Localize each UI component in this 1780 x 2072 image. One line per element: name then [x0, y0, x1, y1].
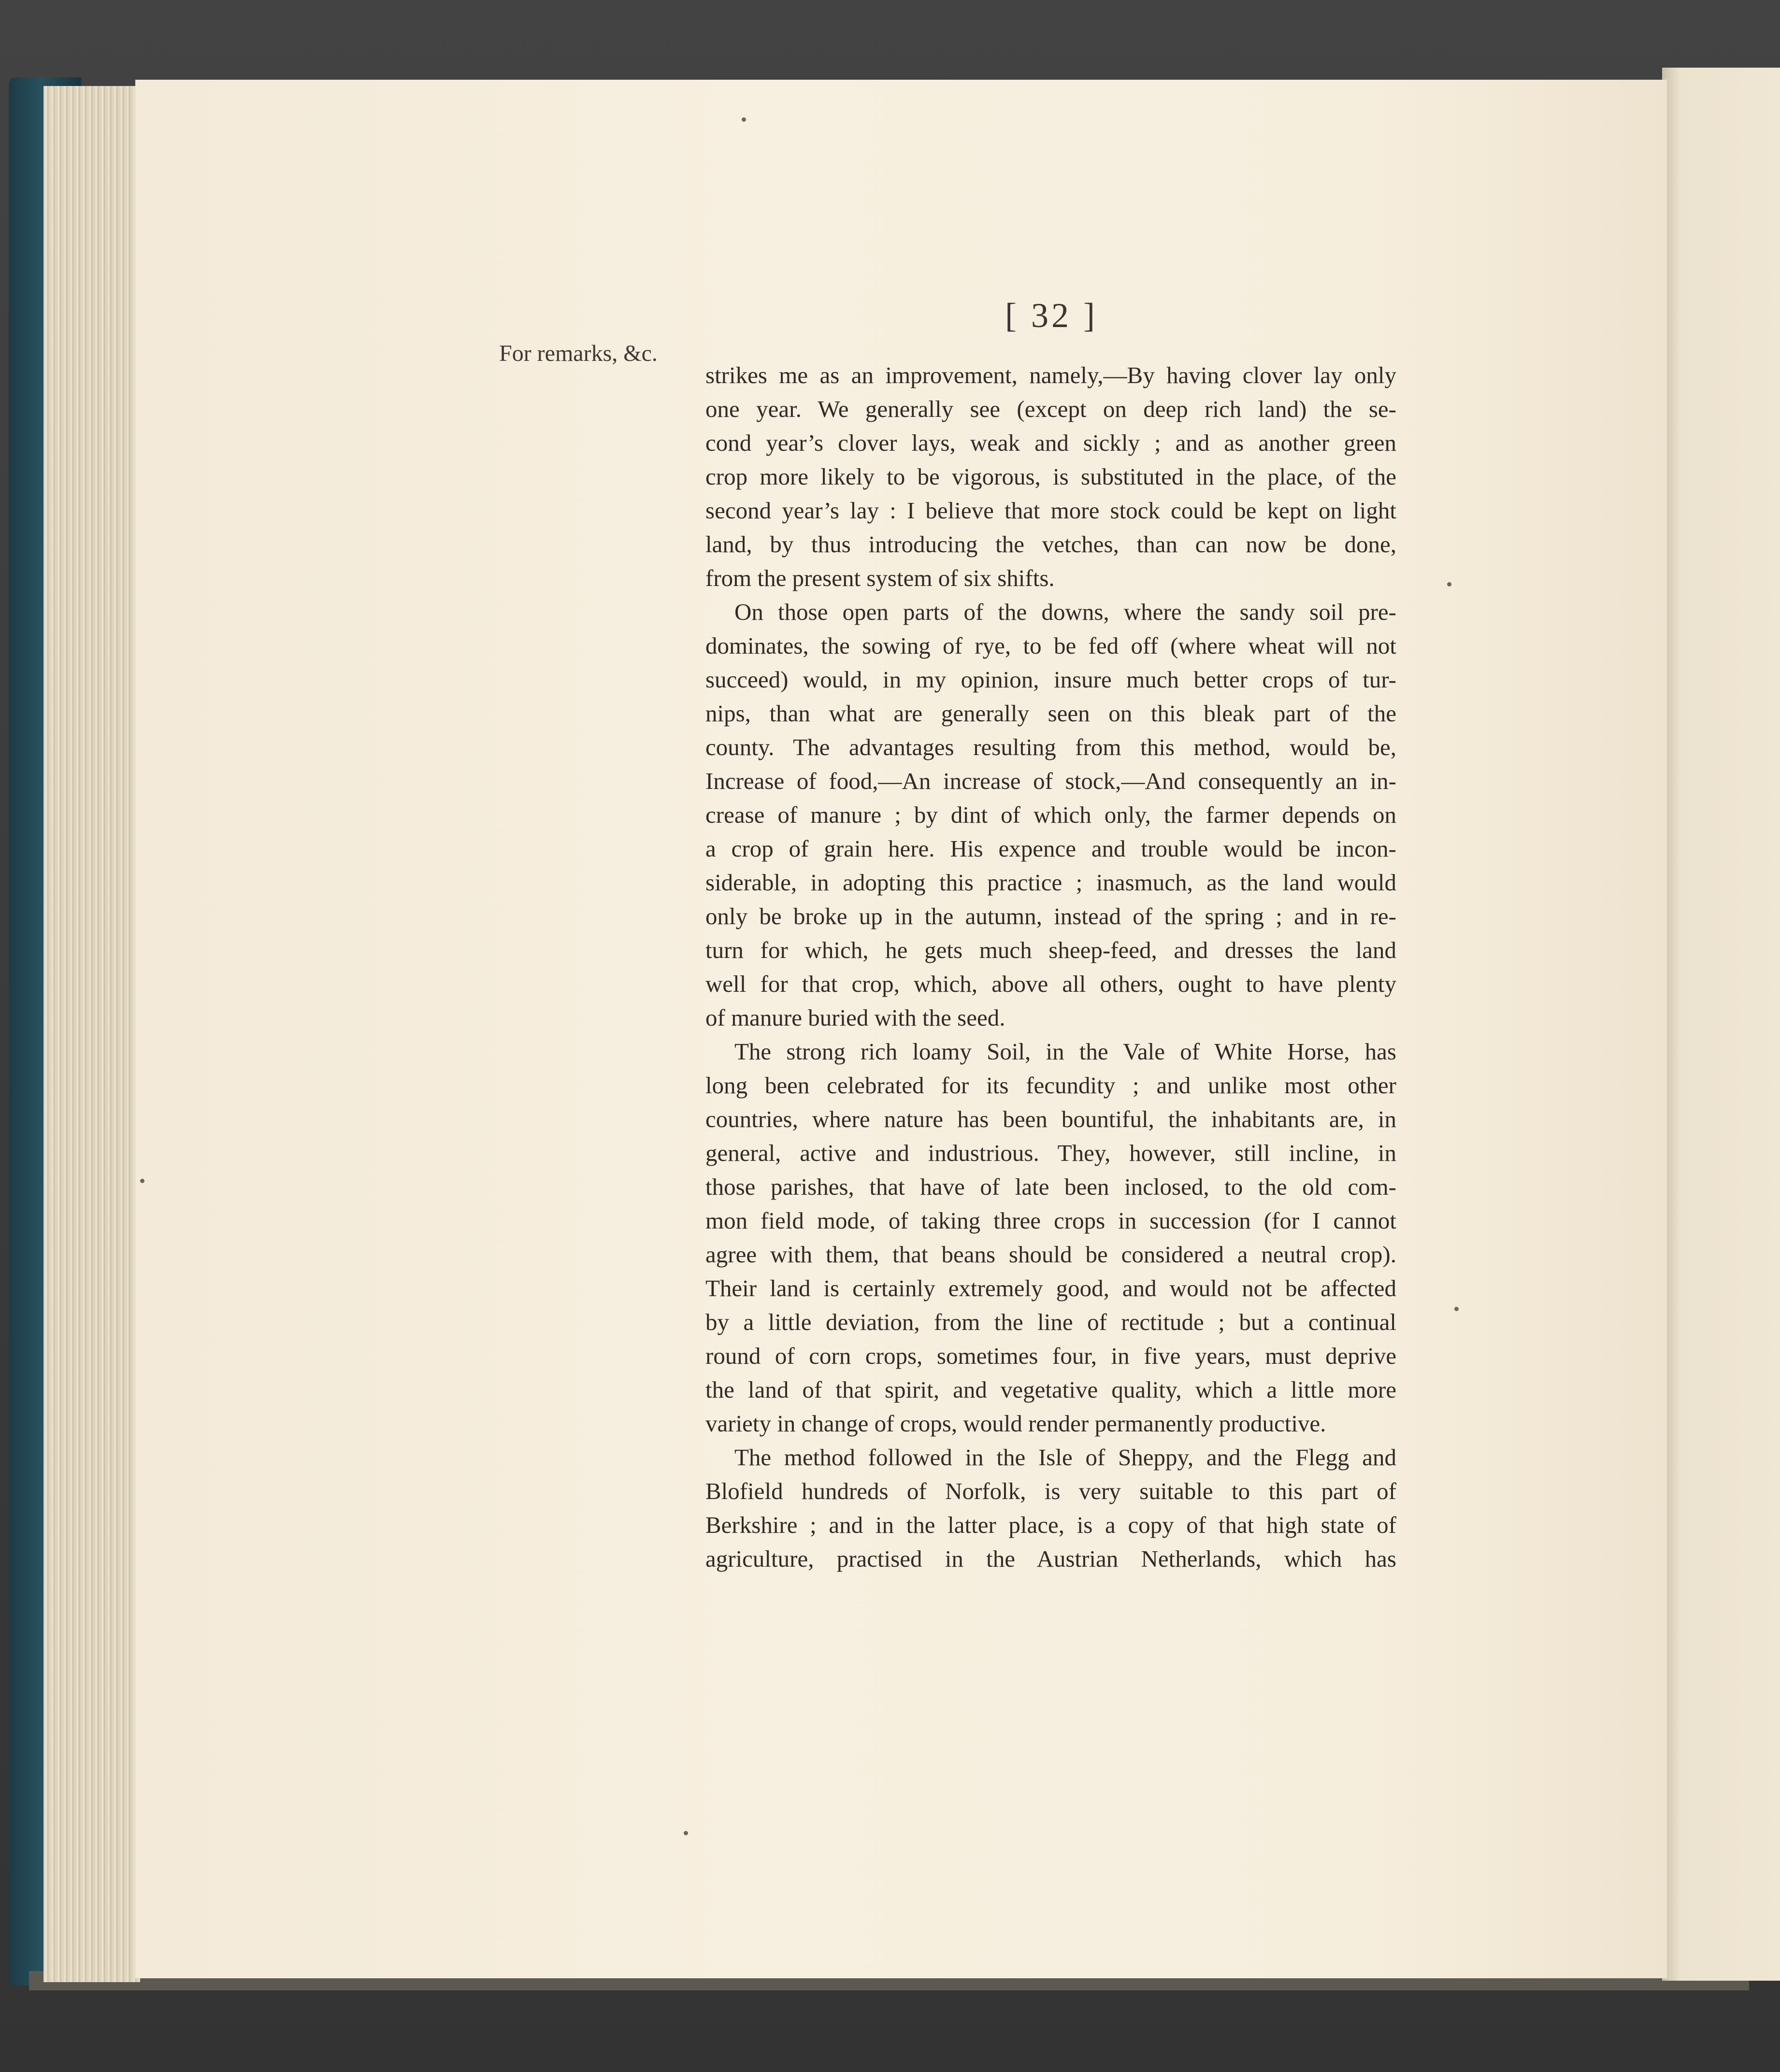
text-line: those parishes, that have of late been inclosed, to the old com- [705, 1173, 1396, 1200]
text-line: siderable, in adopting this practice ; inasmuch, as the land would [705, 869, 1396, 896]
paper-speck [140, 1179, 144, 1183]
text-line: The method followed in the Isle of Sheppy, and the Flegg and [734, 1444, 1396, 1471]
text-line: cond year’s clover lays, weak and sickly ; and as another green [705, 429, 1396, 456]
text-line: succeed) would, in my opinion, insure much better crops of tur- [705, 666, 1396, 693]
text-line: land, by thus introducing the vetches, than can now be done, [705, 531, 1396, 557]
text-line: from the present system of six shifts. [705, 565, 1055, 591]
text-line: Berkshire ; and in the latter place, is a copy of that high state of [705, 1512, 1396, 1538]
page-number: [ 32 ] [1005, 296, 1098, 335]
text-line: nips, than what are generally seen on this bleak part of the [705, 700, 1396, 727]
page-edges-stack [43, 86, 140, 1982]
text-line: agriculture, practised in the Austrian Netherlands, which has [705, 1545, 1396, 1572]
text-line: a crop of grain here. His expence and trouble would be incon- [705, 835, 1396, 862]
paper-speck [684, 1831, 688, 1835]
text-line: mon field mode, of taking three crops in succession (for I cannot [705, 1207, 1396, 1234]
text-line: Their land is certainly extremely good, and would not be affected [705, 1275, 1396, 1301]
text-line: strikes me as an improvement, namely,—By having clover lay only [705, 362, 1396, 388]
paper-speck [742, 117, 746, 122]
text-line: crease of manure ; by dint of which only, the farmer depends on [705, 801, 1396, 828]
facing-page-edge [1662, 68, 1780, 1981]
margin-note: For remarks, &c. [499, 341, 658, 366]
text-line: second year’s lay : I believe that more stock could be kept on light [705, 497, 1396, 524]
text-line: countries, where nature has been bountiful, the inhabitants are, in [705, 1106, 1396, 1132]
text-line: one year. We generally see (except on deep rich land) the se- [705, 396, 1396, 422]
text-line: long been celebrated for its fecundity ; and unlike most other [705, 1072, 1396, 1099]
text-line: well for that crop, which, above all others, ought to have plenty [705, 971, 1396, 997]
text-line: the land of that spirit, and vegetative quality, which a little more [705, 1376, 1396, 1403]
text-line: On those open parts of the downs, where the sandy soil pre- [734, 599, 1396, 625]
text-line: crop more likely to be vigorous, is substituted in the place, of the [705, 463, 1396, 490]
text-line: variety in change of crops, would render permanently productive. [705, 1410, 1326, 1437]
text-line: dominates, the sowing of rye, to be fed off (where wheat will not [705, 632, 1396, 659]
text-line: general, active and industrious. They, however, still incline, in [705, 1140, 1396, 1166]
text-line: round of corn crops, sometimes four, in five years, must deprive [705, 1343, 1396, 1369]
text-line: agree with them, that beans should be considered a neutral crop). [705, 1241, 1396, 1268]
text-line: of manure buried with the seed. [705, 1004, 1005, 1031]
body-text [705, 358, 1396, 1576]
paper-speck [1454, 1307, 1459, 1311]
text-line: only be broke up in the autumn, instead of the spring ; and in re- [705, 903, 1396, 929]
text-line: Increase of food,—An increase of stock,—And consequently an in- [705, 768, 1396, 794]
text-line: Blofield hundreds of Norfolk, is very suitable to this part of [705, 1478, 1396, 1504]
paper-speck [1447, 582, 1451, 586]
text-line: The strong rich loamy Soil, in the Vale of White Horse, has [734, 1038, 1396, 1065]
text-line: by a little deviation, from the line of rectitude ; but a continual [705, 1309, 1396, 1335]
text-line: turn for which, he gets much sheep-feed, and dresses the land [705, 937, 1396, 963]
text-line: county. The advantages resulting from this method, would be, [705, 734, 1396, 760]
